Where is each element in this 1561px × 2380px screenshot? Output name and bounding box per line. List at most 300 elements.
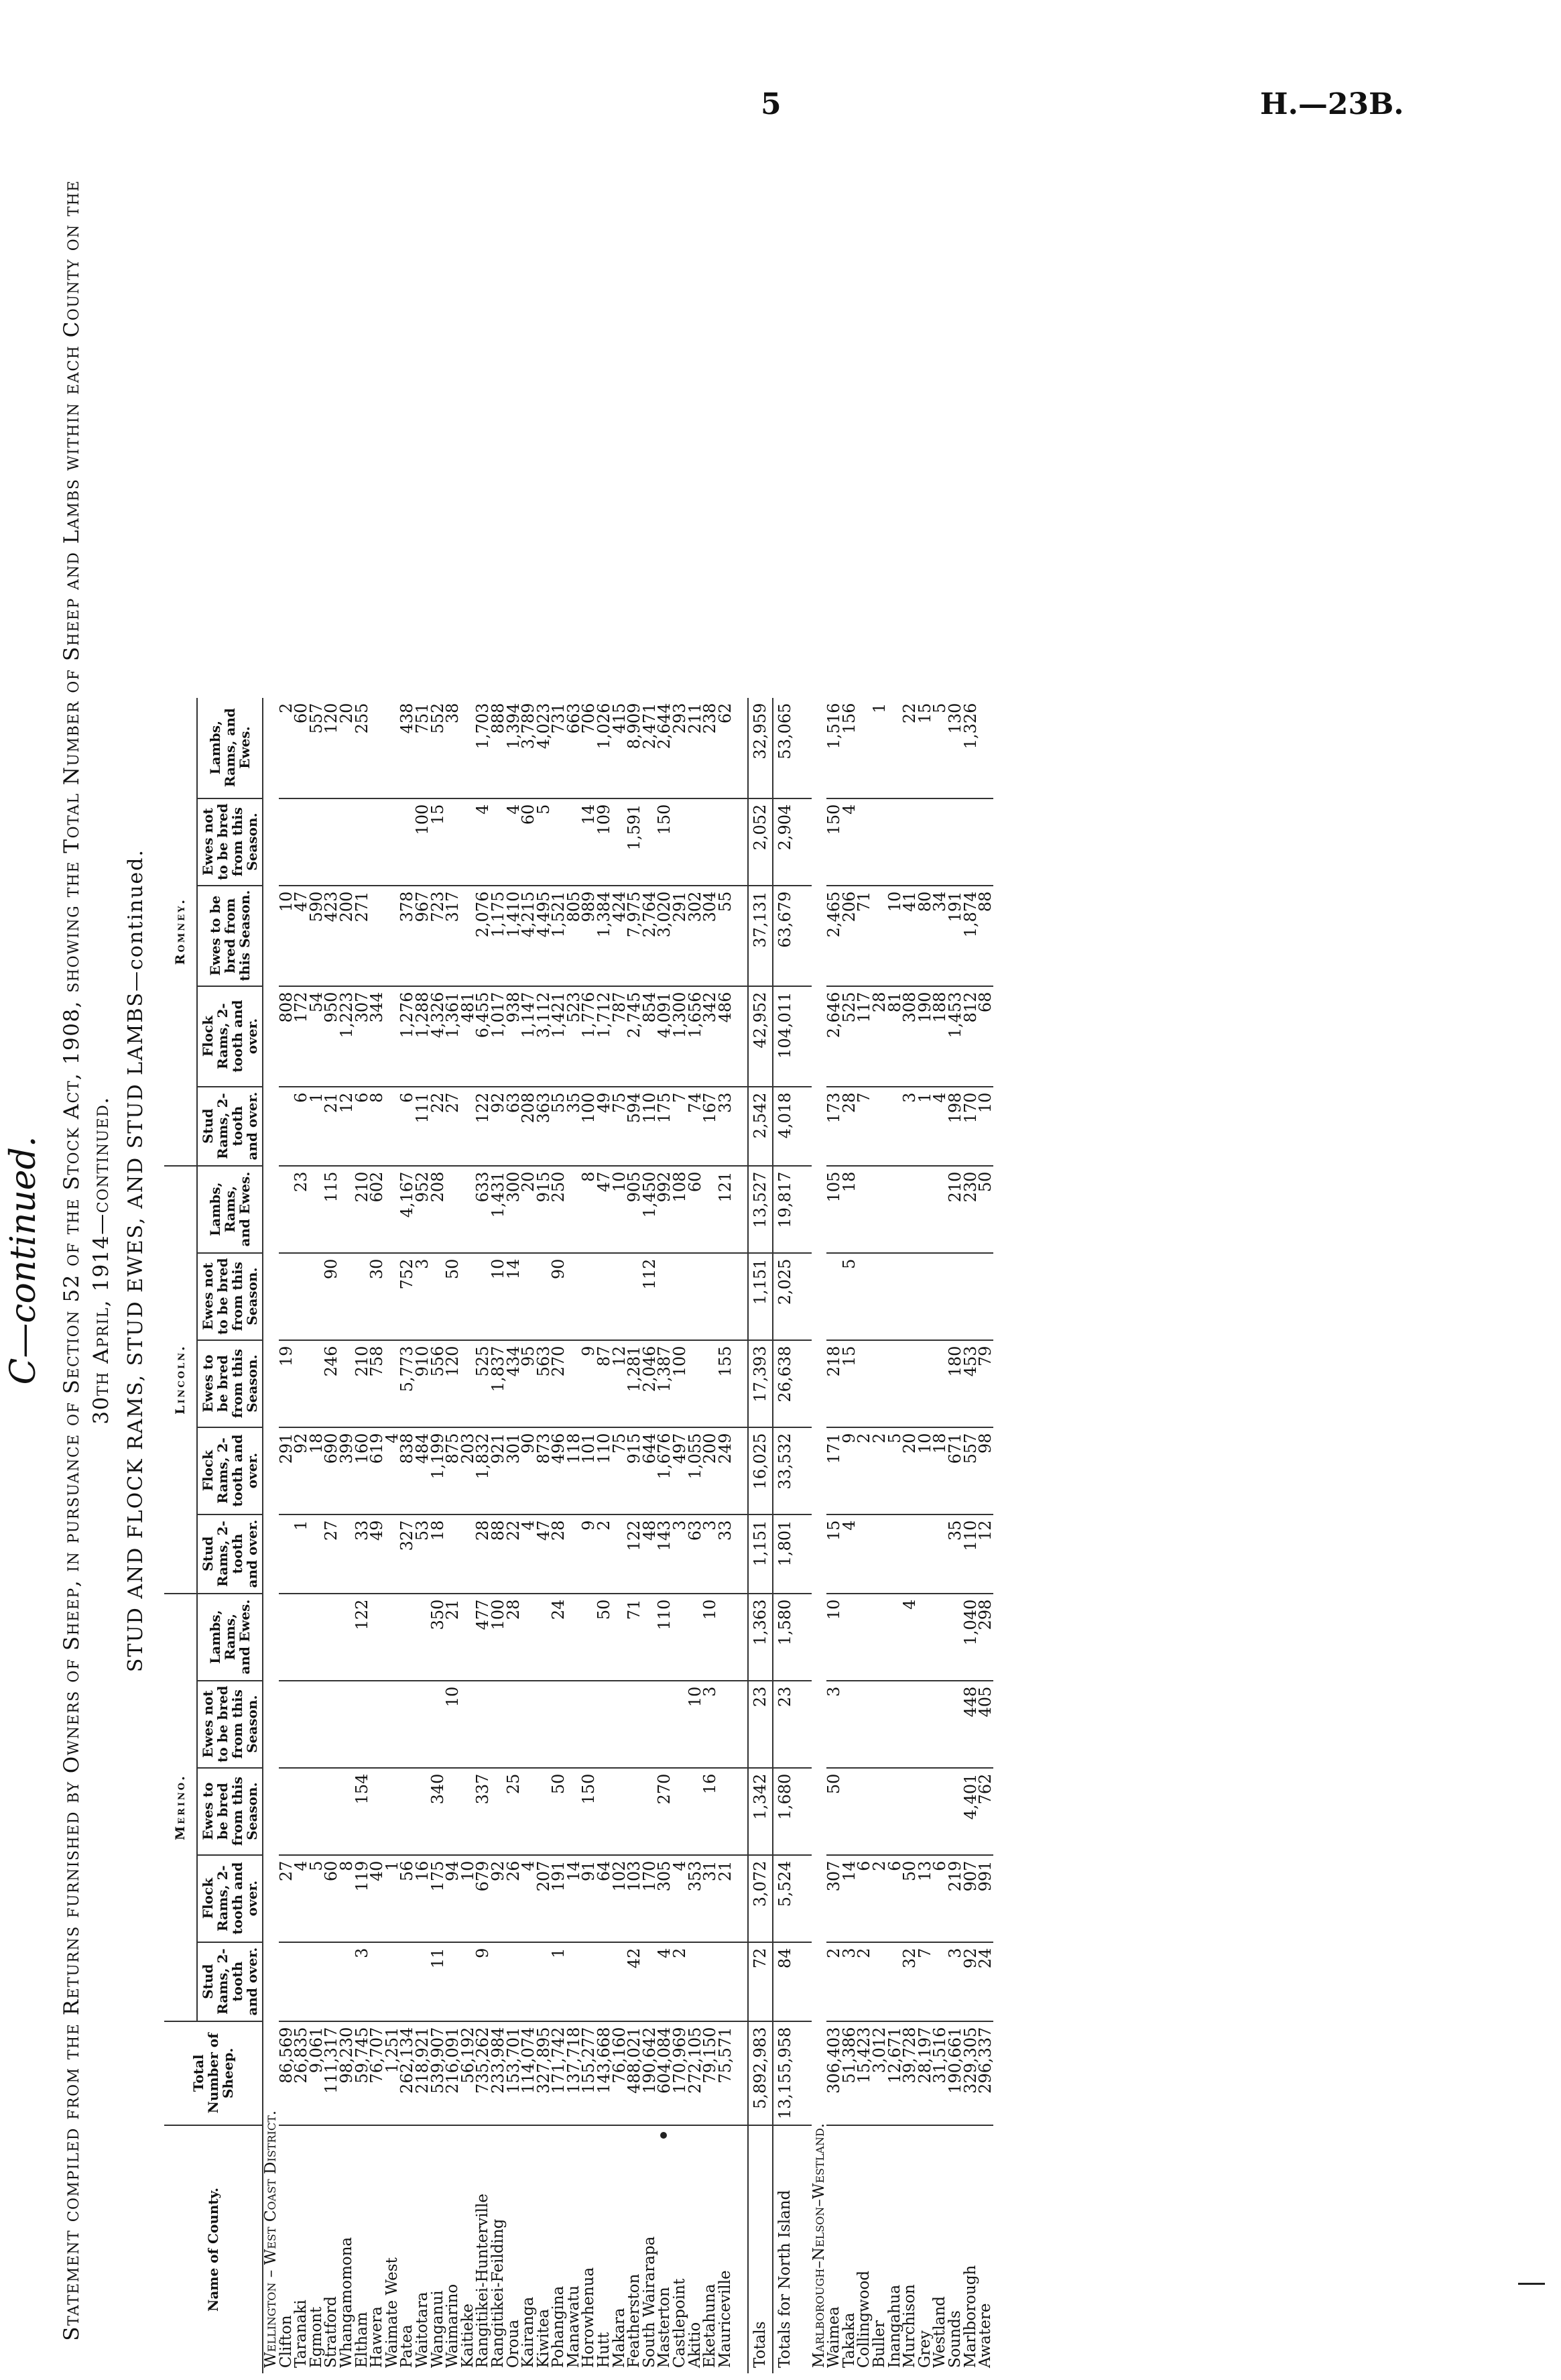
cell-value bbox=[324, 1681, 339, 1768]
county-name: Horowhenua bbox=[580, 2267, 598, 2368]
spacer-cell bbox=[733, 1942, 748, 2021]
cell-value: 28,197 bbox=[918, 2021, 933, 2125]
cell-value: 2,542 bbox=[748, 1087, 773, 1166]
cell-value: 10 bbox=[918, 1427, 933, 1514]
cell-value: 41 bbox=[902, 886, 918, 986]
cell-value bbox=[642, 1681, 658, 1768]
cell-value: 100 bbox=[415, 798, 430, 886]
cell-value: 188 bbox=[932, 986, 948, 1087]
cell-value: 27 bbox=[445, 1087, 460, 1166]
subheader-merino-4: Lambs, Rams, and Ewes. bbox=[197, 1594, 263, 1681]
cell-value: 71 bbox=[627, 1594, 642, 1681]
cell-value: 35 bbox=[948, 1514, 963, 1594]
cell-value: 249 bbox=[718, 1427, 733, 1514]
cell-value bbox=[294, 1253, 309, 1340]
cell-value bbox=[369, 698, 385, 798]
spacer-cell bbox=[733, 2125, 748, 2373]
cell-value: 31,516 bbox=[932, 2021, 948, 2125]
cell-value: 2,471 bbox=[642, 698, 658, 798]
cell-value: 74 bbox=[688, 1087, 703, 1166]
cell-value: 1,151 bbox=[748, 1253, 773, 1340]
page-number: 5 bbox=[761, 87, 782, 121]
cell-value bbox=[521, 1253, 536, 1340]
cell-value: 80 bbox=[918, 886, 933, 986]
cell-value bbox=[918, 1681, 933, 1768]
cut-line bbox=[1518, 2283, 1545, 2285]
cell-value: 5 bbox=[887, 1427, 903, 1514]
cell-value: 590 bbox=[309, 886, 324, 986]
spacer-cell bbox=[797, 798, 812, 886]
cell-value bbox=[339, 798, 355, 886]
cell-value: 47 bbox=[536, 1514, 552, 1594]
spacer-cell bbox=[733, 1681, 748, 1768]
cell-value bbox=[932, 1594, 948, 1681]
cell-value: 130 bbox=[948, 698, 963, 798]
cell-value: 173 bbox=[826, 1087, 842, 1166]
cell-value: 271 bbox=[355, 886, 370, 986]
county-name: Sounds bbox=[946, 2310, 964, 2368]
county-name: Waimarino bbox=[444, 2283, 462, 2368]
cell-value: 92 bbox=[294, 1427, 309, 1514]
county-name: Manawatu bbox=[564, 2285, 582, 2368]
cell-value: 122 bbox=[355, 1594, 370, 1681]
cell-value: 497 bbox=[672, 1427, 688, 1514]
cell-value: 110 bbox=[963, 1514, 979, 1594]
cell-value: 6,455 bbox=[475, 986, 491, 1087]
cell-value: 63 bbox=[506, 1087, 521, 1166]
cell-value: 854 bbox=[642, 986, 658, 1087]
cell-value bbox=[460, 1681, 476, 1768]
cell-value bbox=[963, 1253, 979, 1340]
cell-value: 307 bbox=[355, 986, 370, 1087]
spacer-cell bbox=[797, 1942, 812, 2021]
cell-value: 122 bbox=[475, 1087, 491, 1166]
cell-value: 79,150 bbox=[702, 2021, 718, 2125]
cell-value: 81 bbox=[887, 986, 903, 1087]
county-name: Whangamomona bbox=[337, 2237, 355, 2368]
cell-value: 484 bbox=[415, 1427, 430, 1514]
caption-subtitle: STUD AND FLOCK RAMS, STUD EWES, AND STUD LAMBS—continued. bbox=[124, 848, 147, 1673]
cell-value: 8 bbox=[369, 1087, 385, 1166]
cell-value: 262,134 bbox=[399, 2021, 415, 2125]
cell-value: 60 bbox=[294, 698, 309, 798]
cell-value: 938 bbox=[506, 986, 521, 1087]
county-name: South Wairarapa bbox=[640, 2236, 658, 2368]
cell-value: 2 bbox=[826, 1942, 842, 2021]
cell-value: 915 bbox=[536, 1166, 552, 1253]
cell-value: 10 bbox=[460, 1855, 476, 1942]
rotated-table-stage bbox=[3, 141, 1337, 2380]
cell-value bbox=[491, 1681, 506, 1768]
cell-value bbox=[475, 1681, 491, 1768]
cell-value: 121 bbox=[718, 1166, 733, 1253]
cell-value: 12,671 bbox=[887, 2021, 903, 2125]
cell-value: 10 bbox=[887, 886, 903, 986]
cell-value: 1,288 bbox=[415, 986, 430, 1087]
cell-value: 344 bbox=[369, 986, 385, 1087]
cell-value: 75 bbox=[612, 1087, 627, 1166]
cell-value: 1,300 bbox=[672, 986, 688, 1087]
cell-value bbox=[702, 1253, 718, 1340]
cell-value: 1 bbox=[294, 1514, 309, 1594]
cell-value: 690 bbox=[324, 1427, 339, 1514]
cell-value: 13,527 bbox=[748, 1166, 773, 1253]
cell-value: 1,421 bbox=[551, 986, 566, 1087]
cell-value: 22 bbox=[902, 698, 918, 798]
cell-value: 1,017 bbox=[491, 986, 506, 1087]
county-name: Waimate West bbox=[383, 2257, 401, 2368]
cell-value: 453 bbox=[963, 1340, 979, 1427]
cell-value: 304 bbox=[702, 886, 718, 986]
cell-value: 100 bbox=[581, 1087, 597, 1166]
cell-value: 1,384 bbox=[597, 886, 612, 986]
cell-value: 21 bbox=[718, 1855, 733, 1942]
cell-value: 296,337 bbox=[978, 2021, 993, 2125]
cell-value: 1,676 bbox=[657, 1427, 672, 1514]
cell-value: 4 bbox=[506, 798, 521, 886]
cell-value bbox=[551, 1681, 566, 1768]
cell-value bbox=[294, 1681, 309, 1768]
cell-value: 94 bbox=[445, 1855, 460, 1942]
cell-value: 438 bbox=[399, 698, 415, 798]
cell-value bbox=[657, 1681, 672, 1768]
cell-value: 967 bbox=[415, 886, 430, 986]
cell-value: 405 bbox=[978, 1681, 993, 1768]
cell-value: 337 bbox=[475, 1768, 491, 1855]
cell-value: 175 bbox=[657, 1087, 672, 1166]
cell-value: 2 bbox=[872, 1427, 887, 1514]
cell-value bbox=[385, 1681, 400, 1768]
cell-value bbox=[521, 1942, 536, 2021]
table-row bbox=[566, 698, 582, 2373]
cell-value: 191 bbox=[948, 886, 963, 986]
cell-value: 291 bbox=[672, 886, 688, 986]
table-row bbox=[369, 698, 385, 2373]
cell-value: 10 bbox=[612, 1166, 627, 1253]
cell-value: 4 bbox=[842, 1514, 857, 1594]
cell-value: 24 bbox=[978, 1942, 993, 2021]
spacer-cell bbox=[797, 1768, 812, 1855]
spacer-cell bbox=[733, 1340, 748, 1427]
cell-value: 327 bbox=[399, 1514, 415, 1594]
cell-value: 63 bbox=[688, 1514, 703, 1594]
county-name: Eketahuna bbox=[701, 2283, 719, 2368]
spacer-cell bbox=[797, 1166, 812, 1253]
cell-value: 31 bbox=[702, 1855, 718, 1942]
cell-value bbox=[918, 1594, 933, 1681]
cell-value: 293 bbox=[672, 698, 688, 798]
county-name: Collingwood bbox=[855, 2270, 873, 2368]
cell-value: 26,638 bbox=[773, 1340, 797, 1427]
cell-value bbox=[369, 798, 385, 886]
cell-value bbox=[279, 798, 294, 886]
cell-value: 22 bbox=[430, 1087, 446, 1166]
cell-value: 752 bbox=[399, 1253, 415, 1340]
spacer-cell bbox=[733, 886, 748, 986]
cell-value: 143,668 bbox=[597, 2021, 612, 2125]
cell-value: 23 bbox=[773, 1681, 797, 1768]
cell-value: 907 bbox=[963, 1855, 979, 1942]
cell-value: 8 bbox=[339, 1855, 355, 1942]
cell-value: 7 bbox=[918, 1942, 933, 2021]
cell-value bbox=[872, 798, 887, 886]
spacer-row bbox=[797, 698, 812, 2373]
cell-value bbox=[581, 1942, 597, 2021]
cell-value: 122 bbox=[627, 1514, 642, 1594]
spacer-cell bbox=[733, 1427, 748, 1514]
cell-value: 735,262 bbox=[475, 2021, 491, 2125]
cell-value: 190,642 bbox=[642, 2021, 658, 2125]
cell-value: 33,532 bbox=[773, 1427, 797, 1514]
cell-value: 150 bbox=[581, 1768, 597, 1855]
county-name: Castlepoint bbox=[671, 2278, 689, 2368]
cell-value bbox=[445, 1166, 460, 1253]
cell-value: 340 bbox=[430, 1768, 446, 1855]
cell-value: 7,975 bbox=[627, 886, 642, 986]
ink-dot bbox=[660, 2132, 667, 2139]
cell-value: 120 bbox=[445, 1340, 460, 1427]
cell-value: 751 bbox=[415, 698, 430, 798]
cell-value bbox=[688, 1253, 703, 1340]
cell-value: 118 bbox=[566, 1427, 582, 1514]
cell-value: 1,363 bbox=[748, 1594, 773, 1681]
cell-value bbox=[718, 798, 733, 886]
cell-value: 4 bbox=[385, 1427, 400, 1514]
county-name: Waitotara bbox=[413, 2292, 431, 2368]
cell-value: 28 bbox=[872, 986, 887, 1087]
cell-value: 950 bbox=[324, 986, 339, 1087]
cell-value: 92 bbox=[963, 1942, 979, 2021]
cell-value bbox=[445, 1514, 460, 1594]
cell-value: 95 bbox=[521, 1340, 536, 1427]
cell-value bbox=[902, 798, 918, 886]
cell-value bbox=[857, 1514, 872, 1594]
cell-value: 1,703 bbox=[475, 698, 491, 798]
cell-value: 200 bbox=[339, 886, 355, 986]
cell-value: 1 bbox=[872, 698, 887, 798]
cell-value: 75 bbox=[612, 1427, 627, 1514]
spacer-cell bbox=[733, 1166, 748, 1253]
cell-value: 378 bbox=[399, 886, 415, 986]
cell-value: 49 bbox=[369, 1514, 385, 1594]
cell-value: 1,680 bbox=[773, 1768, 797, 1855]
cell-value: 56,192 bbox=[460, 2021, 476, 2125]
cell-value: 2 bbox=[857, 1427, 872, 1514]
cell-value bbox=[399, 1681, 415, 1768]
cell-value: 305 bbox=[657, 1855, 672, 1942]
cell-value bbox=[657, 1253, 672, 1340]
cell-value: 2,904 bbox=[773, 798, 797, 886]
table-row bbox=[324, 698, 339, 2373]
table-row bbox=[718, 698, 733, 2373]
cell-value: 233,984 bbox=[491, 2021, 506, 2125]
cell-value: 317 bbox=[445, 886, 460, 986]
cell-value: 9 bbox=[581, 1340, 597, 1427]
cell-value: 5 bbox=[536, 798, 552, 886]
cell-value: 758 bbox=[369, 1340, 385, 1427]
cell-value: 119 bbox=[355, 1855, 370, 1942]
county-name: Totals bbox=[748, 2125, 773, 2373]
cell-value bbox=[309, 1768, 324, 1855]
cell-value bbox=[309, 798, 324, 886]
county-name: Clifton bbox=[277, 2315, 295, 2368]
cell-value: 33 bbox=[718, 1087, 733, 1166]
cell-value: 155 bbox=[718, 1340, 733, 1427]
cell-value bbox=[309, 1942, 324, 2021]
cell-value: 14 bbox=[506, 1253, 521, 1340]
cell-value: 200 bbox=[702, 1427, 718, 1514]
totals-row bbox=[748, 698, 773, 2373]
cell-value: 496 bbox=[551, 1427, 566, 1514]
cell-value: 1,281 bbox=[627, 1340, 642, 1427]
cell-value: 4 bbox=[672, 1855, 688, 1942]
cell-value: 150 bbox=[657, 798, 672, 886]
cell-value bbox=[521, 1681, 536, 1768]
cell-value bbox=[918, 1340, 933, 1427]
cell-value: 53,065 bbox=[773, 698, 797, 798]
cell-value bbox=[597, 1768, 612, 1855]
cell-value: 342 bbox=[702, 986, 718, 1087]
cell-value: 206 bbox=[842, 886, 857, 986]
cell-value: 1,276 bbox=[399, 986, 415, 1087]
cell-value: 4 bbox=[294, 1855, 309, 1942]
table-row bbox=[872, 698, 887, 2373]
cell-value: 10 bbox=[445, 1681, 460, 1768]
cell-value bbox=[887, 798, 903, 886]
cell-value: 60 bbox=[688, 1166, 703, 1253]
cell-value bbox=[718, 1253, 733, 1340]
cell-value: 619 bbox=[369, 1427, 385, 1514]
cell-value bbox=[445, 1768, 460, 1855]
cell-value: 48 bbox=[642, 1514, 658, 1594]
spacer-cell bbox=[797, 1427, 812, 1514]
cell-value: 15 bbox=[842, 1340, 857, 1427]
county-name: Waimea bbox=[825, 2306, 843, 2368]
spacer-cell bbox=[797, 1514, 812, 1594]
cell-value bbox=[918, 1166, 933, 1253]
cell-value bbox=[872, 1166, 887, 1253]
county-name: Egmont bbox=[307, 2306, 325, 2368]
header-romney: Romney. bbox=[164, 698, 197, 1166]
table-row bbox=[902, 698, 918, 2373]
cell-value: 170 bbox=[963, 1087, 979, 1166]
caption-main: Statement compiled from the Returns furnished by Owners of Sheep, in pursuance of Section 52 of the Stock Act, 1908, showing the Total Number of Sheep and Lambs within each County on the 30th April, 1914—continued. bbox=[60, 180, 113, 2341]
cell-value bbox=[932, 1681, 948, 1768]
cell-value: 10 bbox=[688, 1681, 703, 1768]
cell-value: 557 bbox=[309, 698, 324, 798]
cell-value: 100 bbox=[672, 1340, 688, 1427]
cell-value bbox=[339, 1681, 355, 1768]
cell-value bbox=[887, 1514, 903, 1594]
cell-value bbox=[857, 1768, 872, 1855]
cell-value: 2,025 bbox=[773, 1253, 797, 1340]
cell-value: 3 bbox=[702, 1681, 718, 1768]
spacer-cell bbox=[733, 1594, 748, 1681]
cell-value: 55 bbox=[718, 886, 733, 986]
cell-value: 10 bbox=[279, 886, 294, 986]
cell-value: 302 bbox=[688, 886, 703, 986]
cell-value: 989 bbox=[581, 886, 597, 986]
county-name: Westland bbox=[931, 2296, 949, 2368]
cell-value: 1,342 bbox=[748, 1768, 773, 1855]
cell-value: 434 bbox=[506, 1340, 521, 1427]
cell-value: 14 bbox=[566, 1855, 582, 1942]
cell-value: 12 bbox=[978, 1514, 993, 1594]
cell-value: 27 bbox=[324, 1514, 339, 1594]
cell-value: 556 bbox=[430, 1340, 446, 1427]
cell-value: 2,076 bbox=[475, 886, 491, 986]
cell-value: 1,251 bbox=[385, 2021, 400, 2125]
cell-value: 805 bbox=[566, 886, 582, 986]
cell-value: 14 bbox=[581, 798, 597, 886]
cell-value: 210 bbox=[355, 1166, 370, 1253]
cell-value bbox=[887, 1681, 903, 1768]
cell-value: 92 bbox=[491, 1087, 506, 1166]
cell-value bbox=[718, 1768, 733, 1855]
cell-value: 905 bbox=[627, 1166, 642, 1253]
cell-value: 24 bbox=[551, 1594, 566, 1681]
cell-value bbox=[948, 1253, 963, 1340]
county-name: Rangitikei-Feilding bbox=[489, 2218, 507, 2368]
cell-value: 28 bbox=[551, 1514, 566, 1594]
cell-value bbox=[872, 1514, 887, 1594]
cell-value: 250 bbox=[551, 1166, 566, 1253]
cell-value bbox=[279, 1942, 294, 2021]
cell-value: 219 bbox=[948, 1855, 963, 1942]
county-name: Oroua bbox=[504, 2319, 522, 2368]
cell-value: 921 bbox=[491, 1427, 506, 1514]
cell-value: 602 bbox=[369, 1166, 385, 1253]
cell-value: 39,728 bbox=[902, 2021, 918, 2125]
header-total: Total Number of Sheep. bbox=[164, 2021, 263, 2125]
cell-value: 13 bbox=[918, 1855, 933, 1942]
cell-value: 15 bbox=[918, 698, 933, 798]
cell-value: 1,026 bbox=[597, 698, 612, 798]
cell-value: 50 bbox=[445, 1253, 460, 1340]
cell-value: 298 bbox=[978, 1594, 993, 1681]
cell-value: 17,393 bbox=[748, 1340, 773, 1427]
cell-value: 4 bbox=[657, 1942, 672, 2021]
cell-value: 25 bbox=[506, 1768, 521, 1855]
cell-value: 19,817 bbox=[773, 1166, 797, 1253]
cell-value: 992 bbox=[657, 1166, 672, 1253]
table-row bbox=[826, 698, 842, 2373]
cell-value bbox=[294, 1340, 309, 1427]
cell-value bbox=[399, 1942, 415, 2021]
cell-value bbox=[279, 1768, 294, 1855]
cell-value: 16,025 bbox=[748, 1427, 773, 1514]
spacer-cell bbox=[797, 2125, 812, 2373]
cell-value: 32 bbox=[902, 1942, 918, 2021]
cell-value bbox=[339, 1253, 355, 1340]
cell-value: 75,571 bbox=[718, 2021, 733, 2125]
cell-value bbox=[612, 1253, 627, 1340]
spacer-cell bbox=[797, 1087, 812, 1166]
cell-value: 3 bbox=[902, 1087, 918, 1166]
cell-value: 2,646 bbox=[826, 986, 842, 1087]
county-name: Kairanga bbox=[519, 2296, 538, 2368]
cell-value bbox=[842, 1594, 857, 1681]
cell-value bbox=[932, 1253, 948, 1340]
cell-value: 270 bbox=[657, 1768, 672, 1855]
cell-value: 423 bbox=[324, 886, 339, 986]
cell-value: 110 bbox=[597, 1427, 612, 1514]
cell-value: 329,305 bbox=[963, 2021, 979, 2125]
cell-value: 171 bbox=[826, 1427, 842, 1514]
county-name: Grey bbox=[916, 2330, 934, 2368]
cell-value: 1,431 bbox=[491, 1166, 506, 1253]
cell-value: 210 bbox=[948, 1166, 963, 1253]
